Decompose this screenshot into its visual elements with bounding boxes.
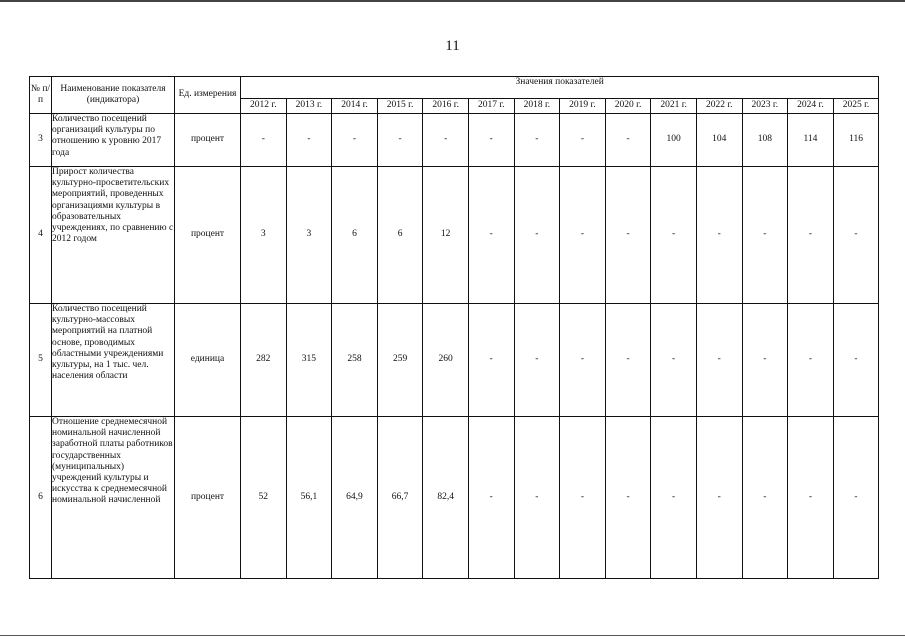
value-cell: -: [696, 417, 742, 579]
value-cell: -: [468, 167, 514, 304]
value-cell: -: [696, 167, 742, 304]
header-year: 2015 г.: [377, 99, 423, 114]
value-cell: -: [833, 417, 879, 579]
value-cell: 3: [286, 167, 332, 304]
value-cell: 104: [696, 114, 742, 167]
value-cell: -: [377, 114, 423, 167]
value-cell: -: [742, 417, 788, 579]
value-cell: -: [696, 304, 742, 417]
header-year: 2020 г.: [605, 99, 651, 114]
value-cell: -: [332, 114, 378, 167]
value-cell: -: [651, 304, 697, 417]
header-year: 2025 г.: [833, 99, 879, 114]
value-cell: 315: [286, 304, 332, 417]
value-cell: -: [833, 167, 879, 304]
header-indicator-name: Наименование показателя (индикатора): [52, 77, 175, 114]
row-number: 4: [30, 167, 52, 304]
value-cell: 100: [651, 114, 697, 167]
value-cell: -: [788, 167, 834, 304]
value-cell: 66,7: [377, 417, 423, 579]
header-values: Значения показателей: [241, 77, 879, 99]
value-cell: -: [788, 304, 834, 417]
indicators-table: [29, 76, 879, 579]
value-cell: -: [605, 417, 651, 579]
value-cell: -: [742, 167, 788, 304]
value-cell: 116: [833, 114, 879, 167]
header-year: 2013 г.: [286, 99, 332, 114]
unit-cell: процент: [175, 417, 241, 579]
table-body: [30, 114, 879, 579]
value-cell: -: [241, 114, 287, 167]
value-cell: 12: [423, 167, 469, 304]
indicator-name: Количество посещений культурно-массовых мероприятий на платной основе, проводимых областными учреждениями культуры, на 1 тыс. чел. населения области: [52, 304, 175, 417]
value-cell: 114: [788, 114, 834, 167]
unit-cell: процент: [175, 167, 241, 304]
header-year: 2022 г.: [696, 99, 742, 114]
header-year: 2012 г.: [241, 99, 287, 114]
table-row: [30, 114, 879, 167]
value-cell: 82,4: [423, 417, 469, 579]
header-year: 2019 г.: [560, 99, 606, 114]
value-cell: 282: [241, 304, 287, 417]
value-cell: -: [514, 417, 560, 579]
header-year: 2024 г.: [788, 99, 834, 114]
header-year: 2021 г.: [651, 99, 697, 114]
value-cell: 6: [377, 167, 423, 304]
row-number: 5: [30, 304, 52, 417]
value-cell: -: [605, 304, 651, 417]
row-number: 6: [30, 417, 52, 579]
table-row: [30, 417, 879, 579]
header-year: 2017 г.: [468, 99, 514, 114]
value-cell: -: [605, 167, 651, 304]
page-top-border: [0, 0, 905, 2]
table-header: [30, 77, 879, 114]
value-cell: 6: [332, 167, 378, 304]
value-cell: -: [560, 167, 606, 304]
value-cell: -: [833, 304, 879, 417]
value-cell: 56,1: [286, 417, 332, 579]
value-cell: -: [788, 417, 834, 579]
row-number: 3: [30, 114, 52, 167]
value-cell: 259: [377, 304, 423, 417]
header-year: 2023 г.: [742, 99, 788, 114]
value-cell: 260: [423, 304, 469, 417]
table-row: [30, 304, 879, 417]
value-cell: -: [514, 114, 560, 167]
unit-cell: процент: [175, 114, 241, 167]
indicator-name: Количество посещений организаций культуры по отношению к уровню 2017 года: [52, 114, 175, 167]
value-cell: 52: [241, 417, 287, 579]
value-cell: -: [605, 114, 651, 167]
header-num: № п/п: [30, 77, 52, 114]
indicator-name: Отношение среднемесячной номинальной начисленной заработной платы работников государственных (муниципальных) учреждений культуры и искусства к среднемесячной номинальной начисленной: [52, 417, 175, 579]
page-bottom-border: [0, 635, 905, 636]
unit-cell: единица: [175, 304, 241, 417]
page-number: 11: [445, 38, 460, 54]
value-cell: -: [651, 167, 697, 304]
header-year: 2014 г.: [332, 99, 378, 114]
header-row-main: [30, 77, 879, 99]
value-cell: -: [468, 417, 514, 579]
value-cell: 64,9: [332, 417, 378, 579]
value-cell: 108: [742, 114, 788, 167]
value-cell: -: [560, 114, 606, 167]
value-cell: -: [560, 304, 606, 417]
value-cell: 3: [241, 167, 287, 304]
value-cell: -: [742, 304, 788, 417]
indicator-name: Прирост количества культурно-просветительских мероприятий, проведенных организациями культуры в образовательных учреждениях, по сравнению с 2012 годом: [52, 167, 175, 304]
value-cell: -: [423, 114, 469, 167]
header-year: 2016 г.: [423, 99, 469, 114]
value-cell: -: [468, 304, 514, 417]
value-cell: -: [560, 417, 606, 579]
value-cell: -: [651, 417, 697, 579]
value-cell: -: [514, 167, 560, 304]
value-cell: -: [468, 114, 514, 167]
value-cell: -: [286, 114, 332, 167]
header-year: 2018 г.: [514, 99, 560, 114]
table-row: [30, 167, 879, 304]
value-cell: -: [514, 304, 560, 417]
value-cell: 258: [332, 304, 378, 417]
header-unit: Ед. измерения: [175, 77, 241, 114]
